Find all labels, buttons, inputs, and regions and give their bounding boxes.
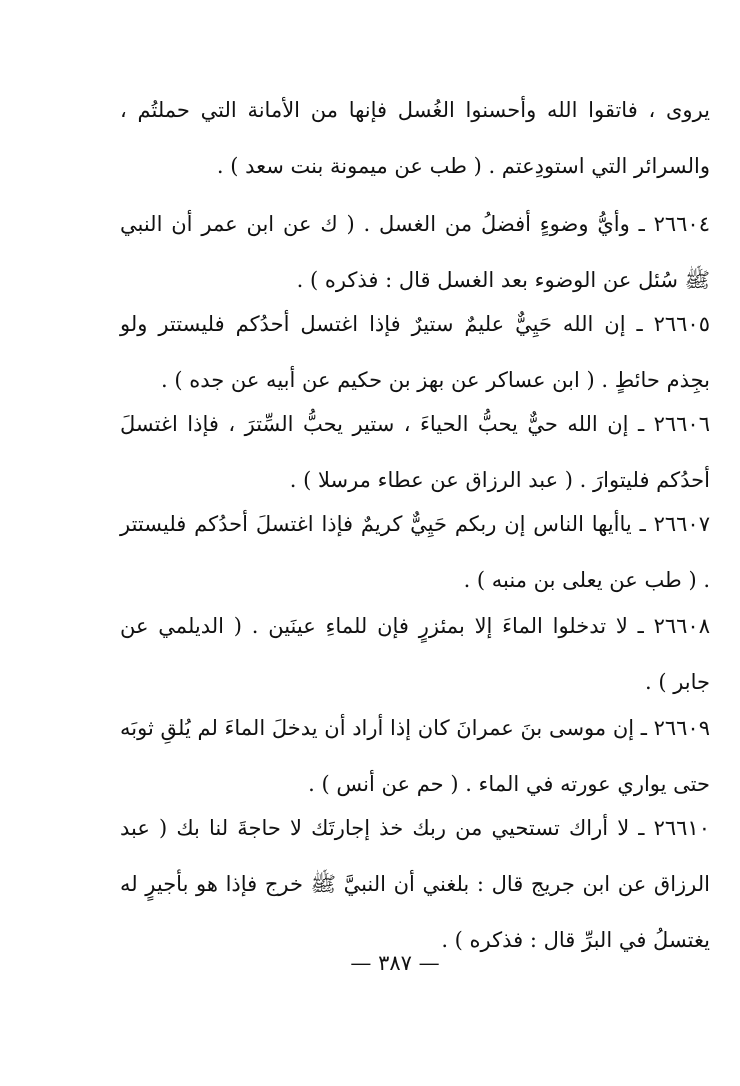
hadith-26606: ٢٦٦٠٦ ـ إن الله حيٌّ يحبُّ الحياءَ ، ستير يحبُّ السِّترَ ، فإذا اغتسلَ أحدُكم فليتوارَ . ( عبد الرزاق عن عطاء مرسلا ) . xyxy=(120,412,710,492)
hadith-26605: ٢٦٦٠٥ ـ إن الله حَيِيٌّ عليمٌ ستيرٌ فإذا اغتسل أحدُكم فليستتر ولو بجِذم حائطٍ . ( ابن عساكر عن بهز بن حكيم عن أبيه عن جده ) . xyxy=(120,312,710,392)
page-number: — ٣٨٧ — xyxy=(350,951,440,975)
hadith-26609: ٢٦٦٠٩ ـ إن موسى بنَ عمرانَ كان إذا أراد أن يدخلَ الماءَ لم يُلقِ ثوبَه حتى يواري عورته في الماء . ( حم عن أنس ) . xyxy=(120,716,710,796)
hadith-26604: ٢٦٦٠٤ ـ وأيُّ وضوءٍ أفضلُ من الغسل . ( ك عن ابن عمر أن النبي ﷺ سُئل عن الوضوء بعد الغسل قال : فذكره ) . xyxy=(120,212,710,292)
hadith-26607: ٢٦٦٠٧ ـ ياأيها الناس إن ربكم حَيِيٌّ كريمٌ فإذا اغتسلَ أحدُكم فليستتر . ( طب عن يعلى بن منبه ) . xyxy=(120,512,710,592)
paragraph-continuation: يروى ، فاتقوا الله وأحسنوا الغُسل فإنها من الأمانة التي حملتُم ، والسرائر التي استودِعتم . ( طب عن ميمونة بنت سعد ) . xyxy=(120,98,710,178)
hadith-26610: ٢٦٦١٠ ـ لا أراك تستحيي من ربك خذ إجارتَك لا حاجةَ لنا بك ( عبد الرزاق عن ابن جريج قال : بلغني أن النبيَّ ﷺ خرج فإذا هو بأجيرٍ له يغتسلُ في البرِّ قال : فذكره ) . xyxy=(120,816,710,952)
hadith-26608: ٢٦٦٠٨ ـ لا تدخلوا الماءَ إلا بمئزرٍ فإن للماءِ عينَين . ( الديلمي عن جابر ) . xyxy=(120,614,710,694)
